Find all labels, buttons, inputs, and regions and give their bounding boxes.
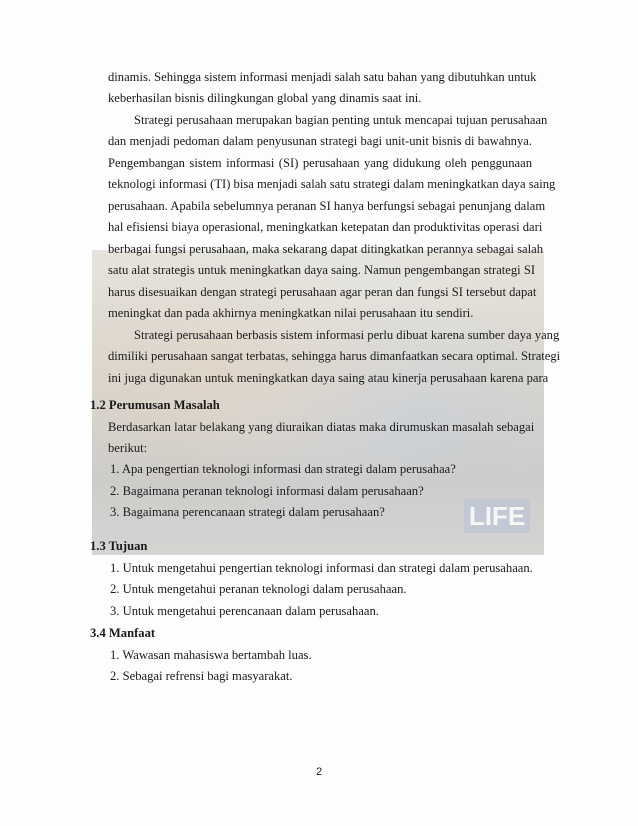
list-item: 2. Untuk mengetahui peranan teknologi dalam perusahaan. [110,582,407,596]
paragraph-line: harus disesuaikan dengan strategi perusahaan agar peran dan fungsi SI tersebut dapat [108,285,537,299]
paragraph-line: perusahaan. Apabila sebelumnya peranan SI hanya berfungsi sebagai penunjang dalam [108,199,546,213]
paragraph-line: dan menjadi pedoman dalam penyusunan strategi bagi unit-unit bisnis di bawahnya. [108,134,532,148]
paragraph-line: keberhasilan bisnis dilingkungan global yang dinamis saat ini. [108,91,422,105]
paragraph-line: berikut: [108,441,148,455]
paragraph-line: Strategi perusahaan berbasis sistem informasi perlu dibuat karena sumber daya yang [134,328,560,342]
section-heading-manfaat: 3.4 Manfaat [90,626,156,640]
paragraph-line: satu alat strategis untuk meningkatkan daya saing. Namun pengembangan strategi SI [108,263,536,277]
paragraph-line: ini juga digunakan untuk meningkatkan daya saing atau kinerja perusahaan karena para [108,371,549,385]
life-logo-watermark: LIFE [464,499,530,533]
paragraph-line: dinamis. Sehingga sistem informasi menjadi salah satu bahan yang dibutuhkan untuk [108,70,537,84]
list-item: 2. Sebagai refrensi bagi masyarakat. [110,669,293,683]
list-item: 1. Wawasan mahasiswa bertambah luas. [110,648,312,662]
paragraph-line: Berdasarkan latar belakang yang diuraikan diatas maka dirumuskan masalah sebagai [108,420,535,434]
paragraph-line: teknologi informasi (TI) bisa menjadi salah satu strategi dalam meningkatkan daya saing [108,177,556,191]
section-heading-tujuan: 1.3 Tujuan [90,539,148,553]
list-item: 1. Untuk mengetahui pengertian teknologi informasi dan strategi dalam perusahaan. [110,561,533,575]
section-heading-perumusan-masalah: 1.2 Perumusan Masalah [90,398,220,412]
paragraph-line: Strategi perusahaan merupakan bagian penting untuk mencapai tujuan perusahaan [134,113,548,127]
list-item: 3. Untuk mengetahui perencanaan dalam perusahaan. [110,604,379,618]
paragraph-line: hal efisiensi biaya operasional, meningkatkan ketepatan dan produktivitas operasi dari [108,220,543,234]
paragraph-line: Pengembangan sistem informasi (SI) perusahaan yang didukung oleh penggunaan [108,156,532,170]
paragraph-line: dimiliki perusahaan sangat terbatas, sehingga harus dimanfaatkan secara optimal. Strategi [108,349,561,363]
list-item: 2. Bagaimana peranan teknologi informasi dalam perusahaan? [110,484,424,498]
paragraph-line: meningkat dan pada akhirnya meningkatkan nilai perusahaan itu sendiri. [108,306,474,320]
page-number: 2 [315,766,323,778]
paragraph-line: berbagai fungsi perusahaan, maka sekarang dapat ditingkatkan perannya sebagai salah [108,242,544,256]
list-item: 3. Bagaimana perencanaan strategi dalam perusahaan? [110,505,385,519]
list-item: 1. Apa pengertian teknologi informasi dan strategi dalam perusahaa? [110,462,456,476]
